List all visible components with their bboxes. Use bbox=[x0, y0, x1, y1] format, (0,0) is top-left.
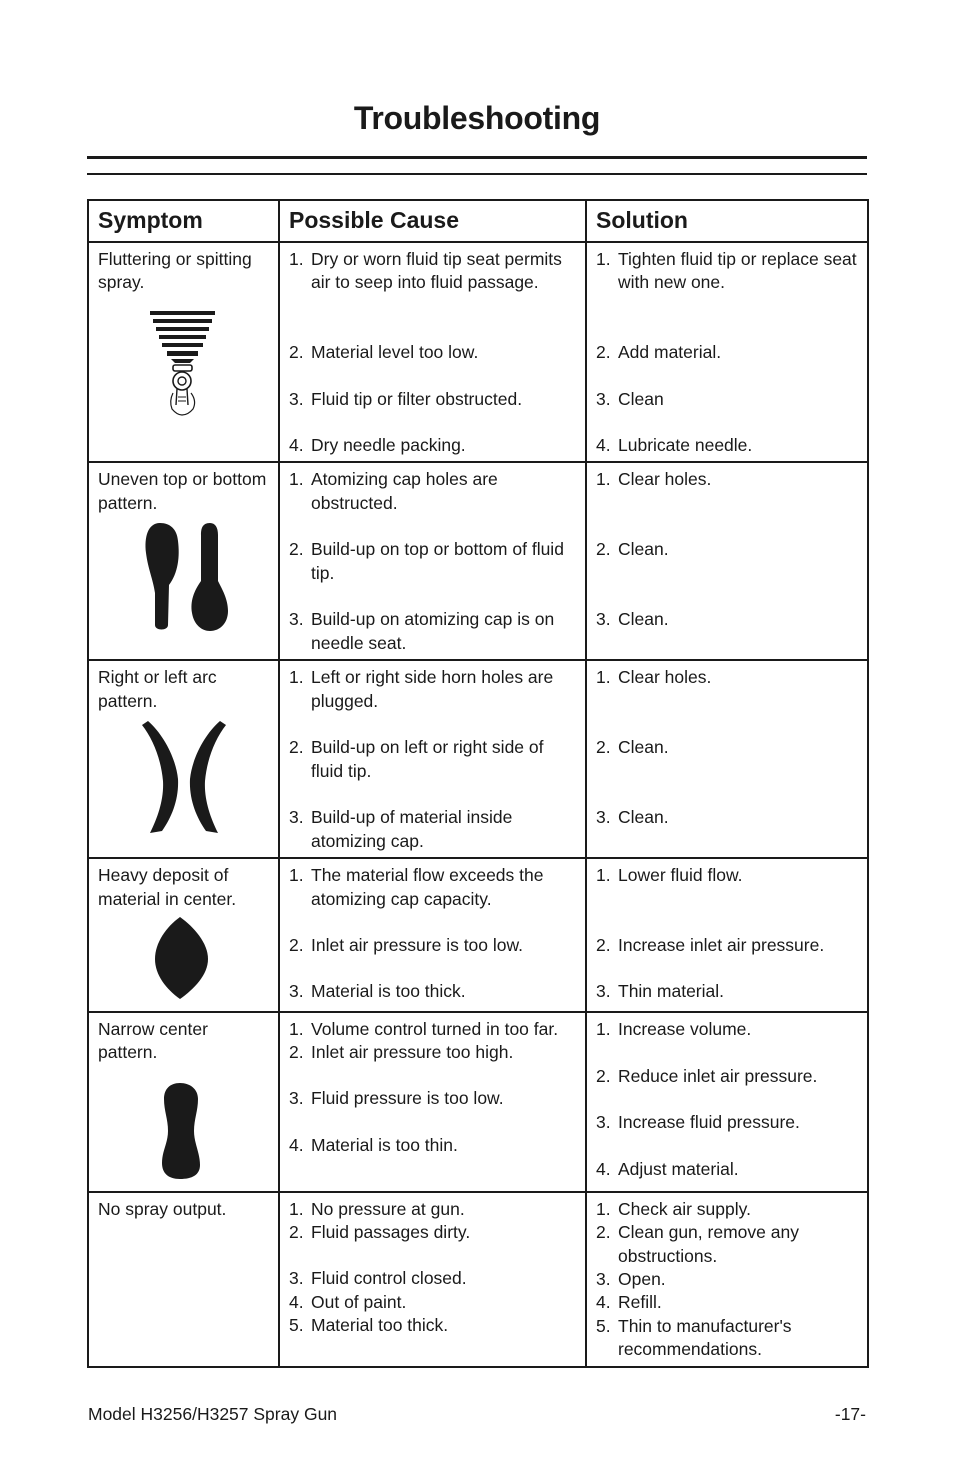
list-item: 3. Build-up of material inside atomizing cap. bbox=[289, 807, 513, 851]
list-item: 3. Fluid pressure is too low. bbox=[289, 1088, 504, 1109]
list-item: 2. Add material. bbox=[596, 342, 722, 362]
list-item: 2. Clean gun, remove any obstructions. bbox=[596, 1222, 799, 1266]
list-item: 3. Thin material. bbox=[596, 981, 725, 1002]
list-item: 2. Increase inlet air pressure. bbox=[596, 935, 825, 956]
list-item: 1. Tighten fluid tip or replace seat with new one. bbox=[596, 249, 857, 293]
symptom-text: Uneven top or bottom pattern. bbox=[98, 469, 267, 513]
list-item: 3. Build-up on atomizing cap is on needle seat. bbox=[289, 609, 555, 653]
list-item: 3. Fluid tip or filter obstructed. bbox=[289, 389, 523, 409]
header-symptom: Symptom bbox=[88, 200, 279, 242]
symptom-text: No spray output. bbox=[98, 1199, 227, 1220]
header-possible-cause: Possible Cause bbox=[279, 200, 586, 242]
list-item: 2. Build-up on left or right side of fluid tip. bbox=[289, 737, 544, 781]
list-item: 3. Material is too thick. bbox=[289, 981, 466, 1002]
cause-cell bbox=[279, 242, 586, 462]
cause-cell bbox=[279, 1192, 586, 1367]
list-item: 3. Fluid control closed. bbox=[289, 1268, 467, 1289]
list-item: 4. Adjust material. bbox=[596, 1159, 739, 1180]
heavy-center-pattern-icon bbox=[98, 915, 270, 1007]
list-item: 1. Clear holes. bbox=[596, 667, 712, 688]
list-item: 4. Refill. bbox=[596, 1292, 662, 1313]
symptom-text: Right or left arc pattern. bbox=[98, 667, 217, 711]
solution-cell bbox=[586, 462, 868, 660]
cause-cell bbox=[279, 462, 586, 660]
list-item: 1. Atomizing cap holes are obstructed. bbox=[289, 469, 498, 513]
list-item: 1. Left or right side horn holes are plugged. bbox=[289, 667, 554, 711]
list-item: 2. Reduce inlet air pressure. bbox=[596, 1066, 818, 1087]
symptom-text: Fluttering or spitting spray. bbox=[98, 249, 252, 293]
list-item: 2. Inlet air pressure is too low. bbox=[289, 935, 524, 956]
title-rule-thin bbox=[87, 173, 867, 175]
solution-cell bbox=[586, 242, 868, 462]
symptom-text: Narrow center pattern. bbox=[98, 1019, 208, 1063]
list-item: 1. No pressure at gun. bbox=[289, 1199, 465, 1220]
table-row bbox=[88, 1192, 868, 1367]
uneven-pattern-icon bbox=[98, 521, 270, 639]
list-item: 1. Dry or worn fluid tip seat permits air to seep into fluid passage. bbox=[289, 249, 562, 293]
table-row bbox=[88, 858, 868, 1012]
symptom-cell bbox=[88, 858, 279, 1012]
list-item: 4. Dry needle packing. bbox=[289, 435, 466, 455]
symptom-cell bbox=[88, 1012, 279, 1192]
solution-cell bbox=[586, 660, 868, 858]
list-item: 1. Check air supply. bbox=[596, 1199, 751, 1220]
table-row bbox=[88, 1012, 868, 1192]
list-item: 4. Out of paint. bbox=[289, 1291, 407, 1312]
solution-cell bbox=[586, 858, 868, 1012]
list-item: 2. Build-up on top or bottom of fluid tip. bbox=[289, 539, 564, 583]
list-item: 3. Clean. bbox=[596, 807, 669, 828]
list-item: 4. Lubricate needle. bbox=[596, 435, 753, 455]
list-item: 2. Inlet air pressure too high. bbox=[289, 1042, 514, 1063]
symptom-cell bbox=[88, 1192, 279, 1367]
list-item: 2. Clean. bbox=[596, 737, 669, 758]
spray-gun-fan-pattern-icon bbox=[98, 301, 270, 425]
cause-cell bbox=[279, 1012, 586, 1192]
list-item: 1. Lower fluid flow. bbox=[596, 865, 743, 886]
list-item: 5. Material too thick. bbox=[289, 1314, 449, 1335]
symptom-text: Heavy deposit of material in center. bbox=[98, 865, 237, 909]
list-item: 2. Material level too low. bbox=[289, 342, 479, 362]
footer-model: Model H3256/H3257 Spray Gun bbox=[88, 1404, 338, 1424]
solution-cell bbox=[586, 1192, 868, 1367]
narrow-center-pattern-icon bbox=[98, 1081, 270, 1187]
list-item: 1. Clear holes. bbox=[596, 469, 712, 490]
list-item: 2. Clean. bbox=[596, 539, 669, 560]
title-rule-thick bbox=[87, 156, 867, 159]
list-item: 5. Thin to manufacturer's recommendations. bbox=[596, 1315, 792, 1359]
list-item: 1. Increase volume. bbox=[596, 1019, 752, 1040]
list-item: 2. Fluid passages dirty. bbox=[289, 1222, 471, 1243]
list-item: 3. Clean. bbox=[596, 609, 669, 630]
table-row bbox=[88, 660, 868, 858]
cause-cell bbox=[279, 660, 586, 858]
list-item: 4. Material is too thin. bbox=[289, 1135, 458, 1156]
list-item: 3. Open. bbox=[596, 1268, 666, 1289]
symptom-cell bbox=[88, 242, 279, 462]
solution-cell bbox=[586, 1012, 868, 1192]
symptom-cell bbox=[88, 462, 279, 660]
table-row bbox=[88, 462, 868, 660]
cause-cell bbox=[279, 858, 586, 1012]
table-row bbox=[88, 242, 868, 462]
page-title: Troubleshooting bbox=[353, 100, 601, 136]
table-header-row bbox=[88, 200, 868, 242]
header-solution: Solution bbox=[586, 200, 868, 242]
list-item: 3. Increase fluid pressure. bbox=[596, 1112, 800, 1133]
list-item: 1. The material flow exceeds the atomizing cap capacity. bbox=[289, 865, 544, 909]
list-item: 1. Volume control turned in too far. bbox=[289, 1019, 559, 1040]
troubleshooting-table bbox=[87, 199, 869, 1368]
footer-page-number: -17- bbox=[834, 1404, 866, 1424]
symptom-cell bbox=[88, 660, 279, 858]
list-item: 3. Clean bbox=[596, 389, 664, 409]
arc-pattern-icon bbox=[98, 719, 270, 843]
